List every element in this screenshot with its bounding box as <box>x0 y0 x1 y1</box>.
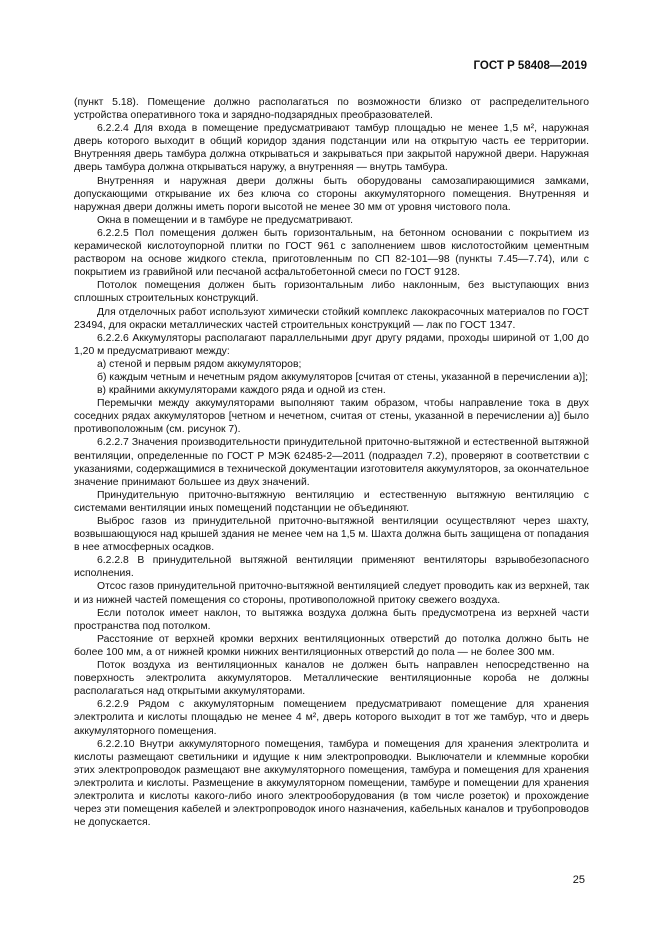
paragraph: (пункт 5.18). Помещение должно располагаться по возможности близко от распределительного устройства оперативного тока и зарядно-подзарядных преобразователей. <box>74 97 589 122</box>
paragraph: 6.2.2.8 В принудительной вытяжной вентиляции применяют вентиляторы взрывобезопасного исполнения. <box>74 555 589 580</box>
paragraph: Выброс газов из принудительной приточно-вытяжной вентиляции осуществляют через шахту, возвышающуюся над крышей здания не менее чем на 1,5 м. Шахта должна быть защищена от попадания в нее атмосферных осадков. <box>74 516 589 554</box>
document-header: ГОСТ Р 58408—2019 <box>473 60 587 72</box>
page-number: 25 <box>572 874 585 886</box>
paragraph: Поток воздуха из вентиляционных каналов не должен быть направлен непосредственно на поверхность электролита аккумуляторов. Металлические вентиляционные короба не должны располагаться над открытыми аккумуляторами. <box>74 660 589 698</box>
paragraph: 6.2.2.9 Рядом с аккумуляторным помещением предусматривают помещение для хранения электролита и кислоты площадью не менее 4 м², дверь которого выходит в тот же тамбур, что и дверь аккумуляторного помещения. <box>74 699 589 737</box>
paragraph: Внутренняя и наружная двери должны быть оборудованы самозапирающимися замками, допускающими открывание их без ключа со стороны аккумуляторного помещения. Внутренняя и наружная двери должны иметь пороги высотой не менее 30 мм от уровня чистового пола. <box>74 175 589 213</box>
paragraph: Перемычки между аккумуляторами выполняют таким образом, чтобы направление тока в двух соседних рядах аккумуляторов [четном и нечетном, считая от стены, указанной в перечислении а)] было противоположным (см. рисунок 7). <box>74 398 589 436</box>
paragraph: 6.2.2.5 Пол помещения должен быть горизонтальным, на бетонном основании с покрытием из керамической кислотоупорной плитки по ГОСТ 961 с заполнением швов кислотостойким цементным раствором на основе жидкого стекла, приготовленным по СП 82-101—98 (пункты 7.45—7.74), или с покрытием из гравийной или песчаной асфальтобетонной смеси по ГОСТ 9128. <box>74 227 589 279</box>
document-body <box>74 96 589 829</box>
paragraph: Отсос газов принудительной приточно-вытяжной вентиляцией следует проводить как из верхней, так и из нижней частей помещения со стороны, противоположной притоку свежего воздуха. <box>74 581 589 606</box>
paragraph: Окна в помещении и в тамбуре не предусматривают. <box>97 214 353 226</box>
paragraph: Потолок помещения должен быть горизонтальным либо наклонным, без выступающих вниз сплошных строительных конструкций. <box>74 280 589 305</box>
paragraph: Расстояние от верхней кромки верхних вентиляционных отверстий до потолка должно быть не более 100 мм, а от нижней кромки нижних вентиляционных отверстий до пола — не более 300 мм. <box>74 633 589 658</box>
paragraph: в) крайними аккумуляторами каждого ряда и одной из стен. <box>97 385 386 397</box>
paragraph: 6.2.2.10 Внутри аккумуляторного помещения, тамбура и помещения для хранения электролита и кислоты размещают светильники и идущие к ним электропроводки. Выключатели и клеммные коробки этих электропроводок размещают вне аккумуляторного помещения, тамбура и помещения для хранения электролита и кислоты. Размещение в аккумуляторном помещении, тамбуре и помещении для хранения электролита и кислоты какого-либо иного электрооборудования (в том числе розеток) и прохождение через эти помещения кабелей и электропроводок иного назначения, кабельных каналов и трубопроводов не допускается. <box>74 738 589 829</box>
paragraph: Если потолок имеет наклон, то вытяжка воздуха должна быть предусмотрена из верхней части пространства под потолком. <box>74 607 589 632</box>
paragraph: 6.2.2.7 Значения производительности принудительной приточно-вытяжной и естественной вытяжной вентиляции, определенные по ГОСТ Р МЭК 62485-2—2011 (подраздел 7.2), проверяют в соответствии с указаниями, содержащимися в технической документации изготовителя аккумуляторов, за окончательное значение принимают большее из двух значений. <box>74 437 589 488</box>
paragraph: Принудительную приточно-вытяжную вентиляцию и естественную вытяжную вентиляцию с системами вентиляции иных помещений подстанции не объединяют. <box>74 489 589 514</box>
paragraph: б) каждым четным и нечетным рядом аккумуляторов [считая от стены, указанной в перечислении а)]; <box>97 371 588 383</box>
paragraph: а) стеной и первым рядом аккумуляторов; <box>97 358 302 370</box>
paragraph: Для отделочных работ используют химически стойкий комплекс лакокрасочных материалов по ГОСТ 23494, для окраски металлических частей строительных конструкций — лак по ГОСТ 1347. <box>74 306 589 331</box>
paragraph: 6.2.2.6 Аккумуляторы располагают параллельными друг другу рядами, проходы шириной от 1,00 до 1,20 м предусматривают между: <box>74 332 589 357</box>
paragraph: 6.2.2.4 Для входа в помещение предусматривают тамбур площадью не менее 1,5 м², наружная дверь которого выходит в общий коридор здания подстанции или на открытую часть ее территории. Внутренняя дверь тамбура должна открываться и закрываться при закрытой наружной двери. Наружная дверь тамбура должна открываться наружу, а внутренняя — внутрь тамбура. <box>74 123 589 174</box>
